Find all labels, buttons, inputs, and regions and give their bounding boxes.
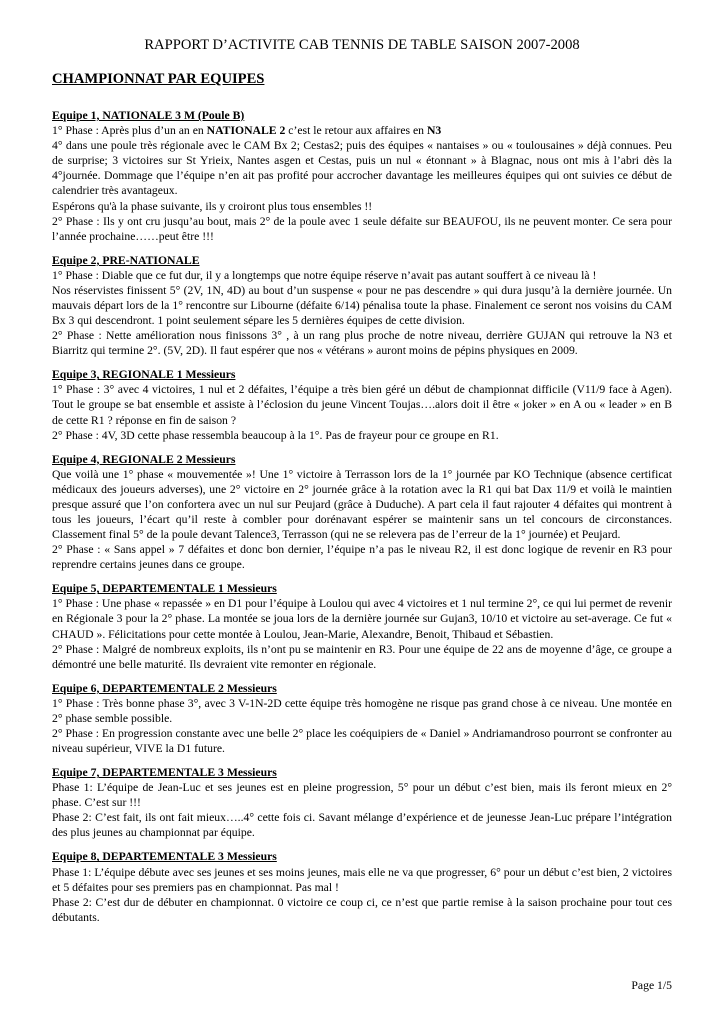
team-paragraph: 1° Phase : Très bonne phase 3°, avec 3 V-1N-2D cette équipe très homogène ne risque pas grand chose à ce niveau. Une montée en 2° phase semble possible. (52, 696, 672, 725)
bold-text: NATIONALE 2 (206, 124, 286, 138)
team-section-3 (52, 367, 672, 442)
text-run: c’est le retour aux affaires en (285, 124, 427, 138)
team-paragraph: 1° Phase : Une phase « repassée » en D1 pour l’équipe à Loulou qui avec 4 victoires et 1 nul termine 2°, ce qui lui permet de revenir en Régionale 3 pour la 2° phase. La montée se joua lors de la dernière journée sur Gujan3, 10/10 et victoire au set-average. Ce fut « CHAUD ». Félicitations pour cette montée à Loulou, Jean-Marie, Alexandre, Benoit, Thibaud et Sébastien. (52, 597, 672, 641)
team-title: Equipe 5, DEPARTEMENTALE 1 Messieurs (52, 582, 277, 596)
team-section-8 (52, 849, 672, 924)
team-paragraph (52, 123, 672, 138)
team-title: Equipe 7, DEPARTEMENTALE 3 Messieurs (52, 766, 277, 780)
team-paragraph: Phase 2: C’est fait, ils ont fait mieux…..4° cette fois ci. Savant mélange d’expérience et de jeunesse Jean-Luc prépare l’intégration des plus jeunes au championnat par équipe. (52, 811, 672, 840)
team-section-2 (52, 253, 672, 359)
team-section-6 (52, 681, 672, 756)
team-section-7 (52, 765, 672, 840)
team-title: Equipe 2, PRE-NATIONALE (52, 253, 200, 267)
team-paragraph: Phase 1: L’équipe débute avec ses jeunes et ses moins jeunes, mais elle ne va que progresser, 6° pour un début c’est bien, 2 victoires et 5 défaites pour ses premiers pas en championnat. Pas mal ! (52, 865, 672, 894)
team-paragraph: Phase 1: L’équipe de Jean-Luc et ses jeunes est en pleine progression, 5° pour un début c’est bien, mais ils feront mieux en 2° phase. C’est sur !!! (52, 781, 672, 810)
team-paragraph: 4° dans une poule très régionale avec le CAM Bx 2; Cestas2; puis des équipes « nantaises » ou « toulousaines » déjà connues. Peu de surprise; 3 victoires sur St Yrieix, Nantes asgen et Cestas, puis un nul « étonnant » à Blagnac, nous ont mis à l’abri dès la 4°journée. Dommage que l’équipe n’en ait pas profité pour accrocher davantage les meilleures équipes qui ont suivies ce début de calendrier très avantageux. (52, 139, 672, 198)
team-title: Equipe 4, REGIONALE 2 Messieurs (52, 452, 236, 466)
team-section-1 (52, 108, 672, 244)
team-section-4 (52, 452, 672, 573)
team-paragraph: Phase 2: C’est dur de débuter en championnat. 0 victoire ce coup ci, ce n’est que partie remise à la saison prochaine pour tout ces débutants. (52, 895, 672, 924)
team-paragraph: 2° Phase : « Sans appel » 7 défaites et donc bon dernier, l’équipe n’a pas le niveau R2, il est donc logique de revenir en R3 pour reprendre certains jeunes dans ce groupe. (52, 543, 672, 572)
team-title: Equipe 6, DEPARTEMENTALE 2 Messieurs (52, 681, 277, 695)
report-title: RAPPORT D’ACTIVITE CAB TENNIS DE TABLE SAISON 2007-2008 (144, 37, 580, 53)
team-paragraph: 2° Phase : Ils y ont cru jusqu’au bout, mais 2° de la poule avec 1 seule défaite sur BEAUFOU, ils ne peuvent monter. Ce sera pour l’année prochaine……peut être !!! (52, 214, 672, 243)
team-paragraph: 2° Phase : 4V, 3D cette phase ressembla beaucoup à la 1°. Pas de frayeur pour ce groupe en R1. (52, 428, 499, 442)
team-title: Equipe 8, DEPARTEMENTALE 3 Messieurs (52, 850, 277, 864)
page-number: Page 1/5 (631, 979, 672, 992)
team-paragraph: 2° Phase : Nette amélioration nous finissons 3° , à un rang plus proche de notre niveau, derrière GUJAN qui retrouve la N3 et Biarritz qui termine 2°. (5V, 2D). Il faut espérer que nos « vétérans » auront moins de pépins physiques en 2009. (52, 329, 672, 358)
team-title: Equipe 1, NATIONALE 3 M (Poule B) (52, 109, 245, 122)
team-title: Equipe 3, REGIONALE 1 Messieurs (52, 368, 236, 382)
team-paragraph: 1° Phase : Diable que ce fut dur, il y a longtemps que notre équipe réserve n’avait pas autant souffert à ce niveau là ! (52, 268, 597, 282)
team-paragraph: Que voilà une 1° phase « mouvementée »! Une 1° victoire à Terrasson lors de la 1° journée par KO Technique (absence certificat médicaux des joueurs adverses), une 2° victoire en 2° journée grâce à la rotation avec la R1 qui bat Dax 11/9 et voilà le maintien presque assuré que l’on confortera avec un nul sur Peujard (grâce à Duduche). A part cela il faut rajouter 4 défaites qui montrent à tous les joueurs, l’écart qu’il reste à combler pour dorénavant espérer se maintenir sans un tel concours de circonstances. Classement final 5° de la poule devant Talence3, Terrasson (qui ne se relevera pas de l’erreur de la 1° journée) et Peujard. (52, 467, 672, 542)
team-paragraph: Espérons qu'à la phase suivante, ils y croiront plus tous ensembles !! (52, 199, 373, 213)
team-paragraph: 2° Phase : En progression constante avec une belle 2° place les coéquipiers de « Daniel » Andriamandroso pourront se confronter au niveau supérieur, VIVE la D1 future. (52, 727, 672, 756)
team-paragraph: Nos réservistes finissent 5° (2V, 1N, 4D) au bout d’un suspense « pour ne pas descendre » qui dura jusqu’à la dernière journée. Un mauvais départ lors de la 1° rencontre sur Libourne (défaite 6/14) pénalisa toute la phase. Finalement ce seront nos voisins du CAM Bx 3 qui descendront. 1 point seulement sépare les 5 dernières équipes de cette division. (52, 283, 672, 328)
bold-text: N3 (426, 124, 442, 138)
team-paragraph: 2° Phase : Malgré de nombreux exploits, ils n’ont pu se maintenir en R3. Pour une équipe de 22 ans de moyenne d’âge, ce groupe a démontré une belle maturité. Ils devraient vite remonter en régionale. (52, 642, 672, 671)
section-title: CHAMPIONNAT PAR EQUIPES (52, 71, 265, 87)
text-run: 1° Phase : Après plus d’un an en (52, 124, 207, 138)
team-section-5 (52, 581, 672, 672)
report-content (52, 108, 672, 934)
team-paragraph: 1° Phase : 3° avec 4 victoires, 1 nul et 2 défaites, l’équipe a très bien géré un début de championnat difficile (V11/9 face à Agen). Tout le groupe se bat ensemble et assiste à l’éclosion du jeune Vincent Toujas….alors doit il être « joker » en A ou « leader » en B de cette R1 ? réponse en fin de saison ? (52, 383, 672, 427)
